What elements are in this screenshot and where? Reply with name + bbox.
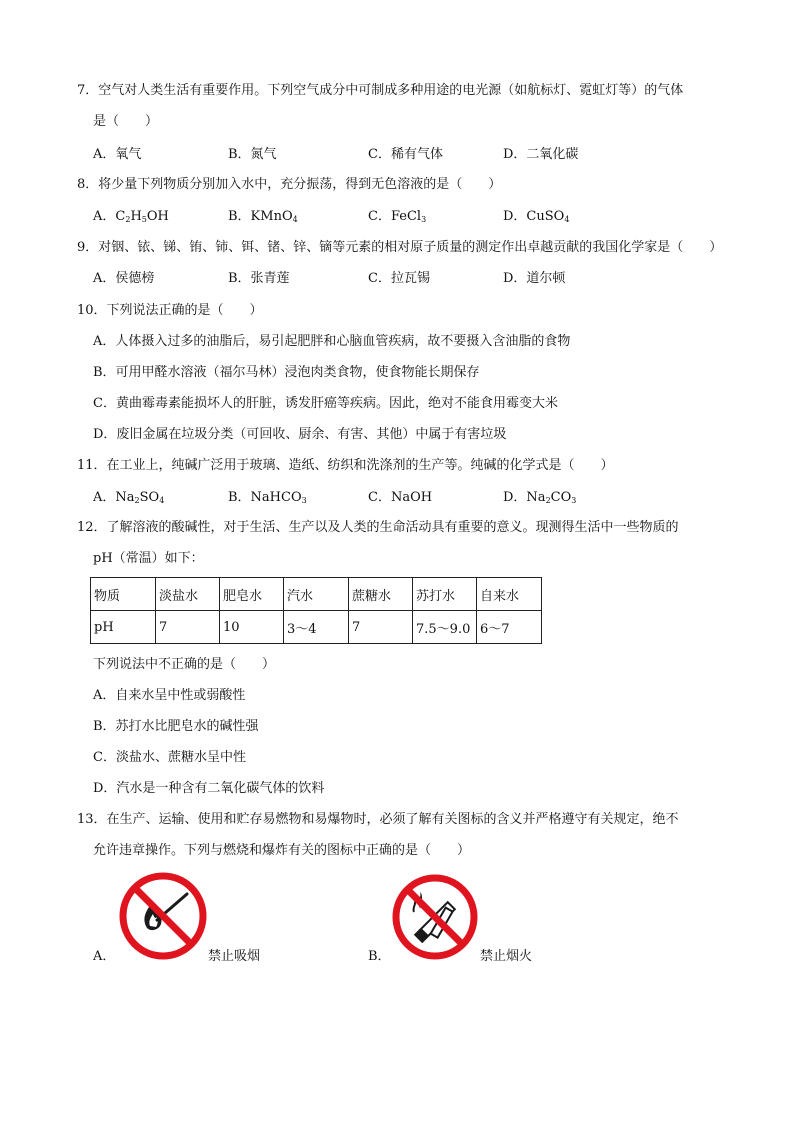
q9-stem: 9．对铟、铱、锑、铕、铈、铒、锗、锌、镝等元素的相对原子质量的测定作出卓越贡献的我国化学家是（ ）	[77, 240, 723, 255]
q13-option-b-letter: B．	[368, 949, 391, 964]
table-cell: pH	[91, 611, 156, 644]
q12-stem-line2: pH（常温）如下：	[93, 551, 204, 566]
q11-option-a: A．$Na_2SO_4$	[93, 490, 165, 505]
q13-stem-line1: 13．在生产、运输、使用和贮存易燃物和易爆物时，必须了解有关图标的含义并严格遵守有关规定，绝不	[77, 812, 679, 827]
q10-option-d: D．废旧金属在垃圾分类（可回收、厨余、有害、其他）中属于有害垃圾	[93, 427, 507, 442]
q12-option-d: D．汽水是一种含有二氧化碳气体的饮料	[93, 781, 325, 796]
q8-stem: 8．将少量下列物质分别加入水中，充分振荡，得到无色溶液的是（ ）	[77, 177, 502, 192]
q7-option-d: D．二氧化碳	[503, 147, 579, 162]
q11-option-d: D．$Na_2CO_3$	[503, 490, 577, 505]
q11-stem: 11．在工业上，纯碱广泛用于玻璃、造纸、纺织和洗涤剂的生产等。纯碱的化学式是（ ）	[77, 458, 614, 473]
table-cell: 蔗糖水	[349, 578, 413, 611]
q13-option-b-caption: 禁止烟火	[480, 949, 533, 964]
q12-option-b: B．苏打水比肥皂水的碱性强	[93, 719, 259, 734]
q8-option-b: B．KMnO$_4$	[228, 209, 298, 224]
table-cell: 7	[156, 611, 220, 644]
q7-option-c: C．稀有气体	[368, 147, 443, 162]
q12-stem-line3: 下列说法中不正确的是（ ）	[93, 657, 276, 672]
q11-option-c: C．NaOH	[368, 490, 433, 505]
table-header-row	[91, 578, 542, 611]
table-cell: 3～4	[284, 611, 349, 644]
q13-option-a-caption: 禁止吸烟	[208, 949, 261, 964]
q7-stem-line2: 是（ ）	[93, 114, 159, 129]
q7-stem-line1: 7．空气对人类生活有重要作用。下列空气成分中可制成多种用途的电光源（如航标灯、霓虹灯等）的气体	[77, 83, 684, 98]
table-cell: 肥皂水	[220, 578, 284, 611]
q12-option-a: A．自来水呈中性或弱酸性	[93, 688, 246, 703]
q8-option-a: A．$C_2H_5OH$	[93, 209, 169, 224]
q8-option-c: C．FeCl$_3$	[368, 209, 427, 224]
q8-option-d: D．CuSO$_4$	[503, 209, 570, 224]
q12-stem-line1: 12．了解溶液的酸碱性，对于生活、生产以及人类的生命活动具有重要的意义。现测得生活中一些物质的	[77, 520, 679, 535]
table-cell: 10	[220, 611, 284, 644]
no-smoking-sign-icon	[390, 872, 480, 962]
q9-option-c: C．拉瓦锡	[368, 271, 430, 286]
q13-option-a-letter: A．	[93, 949, 116, 964]
q9-option-b: B．张青莲	[228, 271, 290, 286]
table-cell: 苏打水	[413, 578, 477, 611]
q11-option-b: B．NaHCO$_3$	[228, 490, 307, 505]
table-cell: 汽水	[284, 578, 349, 611]
q9-option-a: A．侯德榜	[93, 271, 155, 286]
q10-option-c: C．黄曲霉毒素能损坏人的肝脏，诱发肝癌等疾病。因此，绝对不能食用霉变大米	[93, 396, 558, 411]
table-cell: 7.5～9.0	[413, 611, 477, 644]
no-fire-sign-icon	[117, 870, 209, 962]
q13-stem-line2: 允许违章操作。下列与燃烧和爆炸有关的图标中正确的是（ ）	[93, 843, 471, 858]
table-cell: 物质	[91, 578, 156, 611]
ph-table	[90, 577, 542, 644]
table-row	[91, 611, 542, 644]
q10-option-b: B．可用甲醛水溶液（福尔马林）浸泡肉类食物，使食物能长期保存	[93, 365, 480, 380]
table-cell: 自来水	[477, 578, 542, 611]
table-cell: 6～7	[477, 611, 542, 644]
q12-option-c: C．淡盐水、蔗糖水呈中性	[93, 750, 246, 765]
q10-stem: 10．下列说法正确的是（ ）	[77, 303, 263, 318]
table-cell: 淡盐水	[156, 578, 220, 611]
q10-option-a: A．人体摄入过多的油脂后，易引起肥胖和心脑血管疾病，故不要摄入含油脂的食物	[93, 334, 571, 349]
table-cell: 7	[349, 611, 413, 644]
q7-option-a: A．氧气	[93, 147, 142, 162]
q7-option-b: B．氮气	[228, 147, 277, 162]
q9-option-d: D．道尔顿	[503, 271, 566, 286]
